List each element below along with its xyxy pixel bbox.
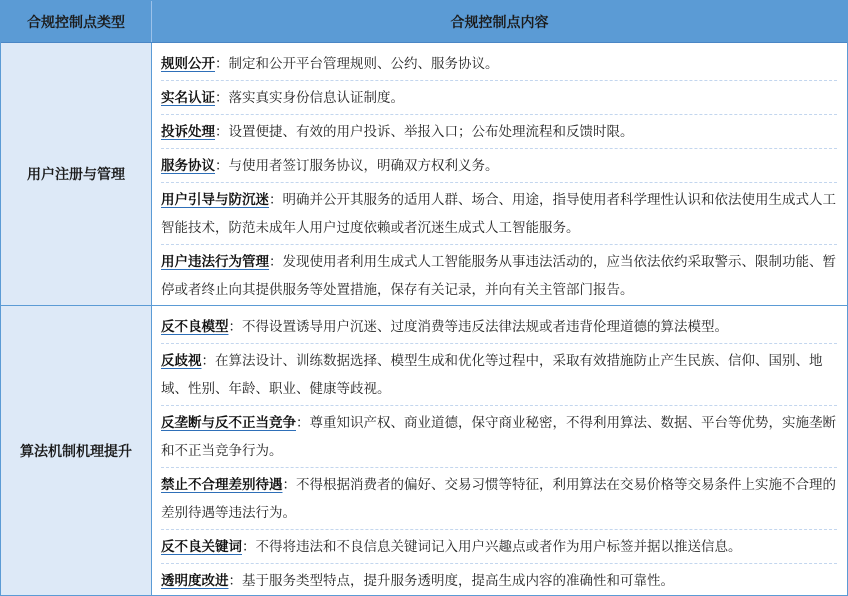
item-text: ：尊重知识产权、商业道德，保守商业秘密，不得利用算法、数据、平台等优势，实施垄断和不正当竞争行为。 <box>161 415 836 458</box>
item-label: 投诉处理 <box>161 124 215 139</box>
item-label: 反不良关键词 <box>161 539 242 554</box>
item-text: ：不得设置诱导用户沉迷、过度消费等违反法律法规或者违背伦理道德的算法模型。 <box>228 319 728 334</box>
header-type: 合规控制点类型 <box>1 1 152 42</box>
item-text: ：发现使用者利用生成式人工智能服务从事违法活动的，应当依法依约采取警示、限制功能、暂停或者终止向其提供服务等处置措施，保存有关记录，并向有关主管部门报告。 <box>161 254 836 297</box>
list-item <box>161 310 837 343</box>
item-label: 用户违法行为管理 <box>161 254 269 269</box>
content-cell <box>152 43 847 305</box>
list-item <box>161 405 837 467</box>
item-text: ：与使用者签订服务协议，明确双方权利义务。 <box>215 158 499 173</box>
category-cell: 用户注册与管理 <box>1 43 152 305</box>
item-label: 规则公开 <box>161 56 215 71</box>
item-text: ：不得根据消费者的偏好、交易习惯等特征，利用算法在交易价格等交易条件上实施不合理的差别待遇等违法行为。 <box>161 477 836 520</box>
item-text: ：落实真实身份信息认证制度。 <box>215 90 404 105</box>
category-cell: 算法机制机理提升 <box>1 306 152 595</box>
item-label: 用户引导与防沉迷 <box>161 192 269 207</box>
list-item <box>161 529 837 563</box>
header-content: 合规控制点内容 <box>450 13 549 30</box>
table-row <box>1 306 847 595</box>
list-item <box>161 563 837 595</box>
table-header <box>1 1 847 43</box>
list-item <box>161 182 837 244</box>
list-item <box>161 114 837 148</box>
item-label: 反垄断与反不正当竞争 <box>161 415 296 430</box>
item-label: 禁止不合理差别待遇 <box>161 477 283 492</box>
item-label: 服务协议 <box>161 158 215 173</box>
item-text: ：在算法设计、训练数据选择、模型生成和优化等过程中，采取有效措施防止产生民族、信仰、国别、地域、性别、年龄、职业、健康等歧视。 <box>161 353 823 396</box>
list-item <box>161 467 837 529</box>
item-text: ：设置便捷、有效的用户投诉、举报入口；公布处理流程和反馈时限。 <box>215 124 634 139</box>
item-text: ：基于服务类型特点，提升服务透明度，提高生成内容的准确性和可靠性。 <box>228 573 674 588</box>
list-item <box>161 343 837 405</box>
item-text: ：不得将违法和不良信息关键词记入用户兴趣点或者作为用户标签并据以推送信息。 <box>242 539 742 554</box>
item-text: ：制定和公开平台管理规则、公约、服务协议。 <box>215 56 499 71</box>
item-label: 透明度改进 <box>161 573 229 588</box>
item-label: 实名认证 <box>161 90 215 105</box>
list-item <box>161 80 837 114</box>
list-item <box>161 148 837 182</box>
list-item <box>161 244 837 305</box>
list-item <box>161 47 837 80</box>
item-label: 反歧视 <box>161 353 202 368</box>
content-cell <box>152 306 847 595</box>
item-text: ：明确并公开其服务的适用人群、场合、用途，指导使用者科学理性认识和依法使用生成式人工智能技术，防范未成年人用户过度依赖或者沉迷生成式人工智能服务。 <box>161 192 836 235</box>
table-row <box>1 43 847 306</box>
item-label: 反不良模型 <box>161 319 229 334</box>
